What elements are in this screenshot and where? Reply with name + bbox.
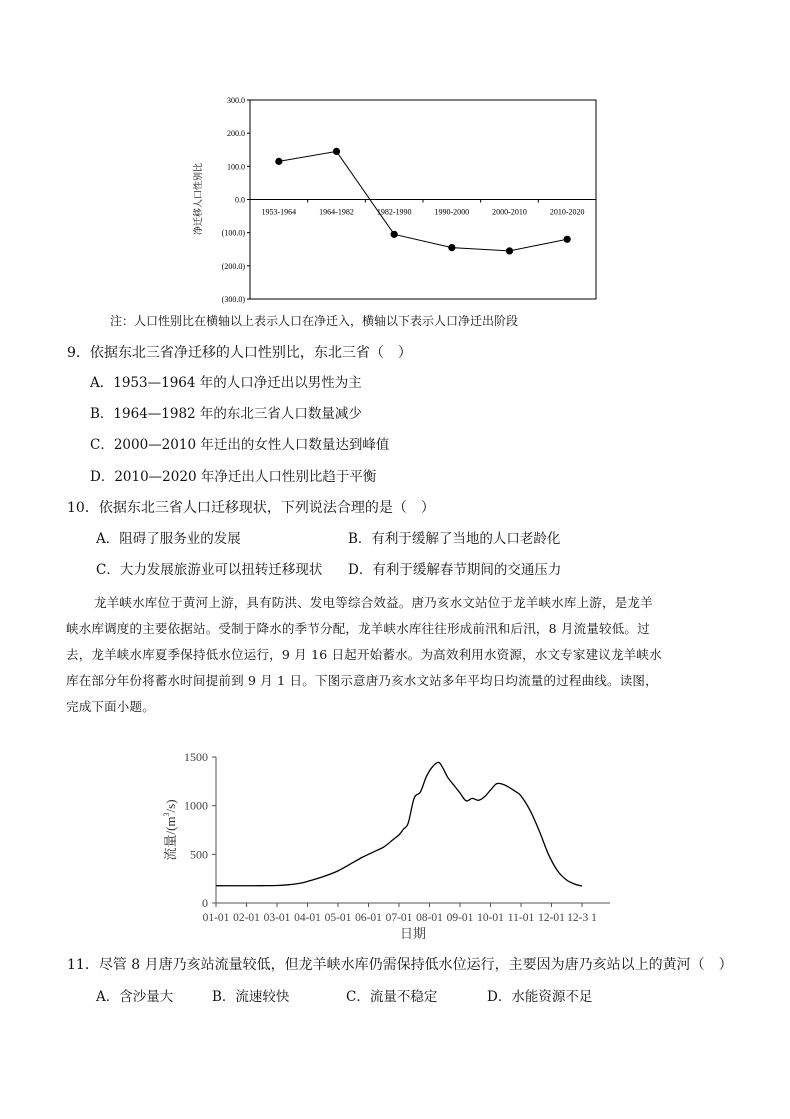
passage-line: 库在部分年份将蓄水时间提前到 9 月 1 日。下图示意唐乃亥水文站多年平均日均流量的过程曲线。读图，: [66, 673, 658, 688]
chart1-note: 注：人口性别比在横轴以上表示人口在净迁入，横轴以下表示人口净迁出阶段: [110, 314, 519, 328]
chart1-data-point: [391, 231, 398, 238]
question-10-option-d: D．有利于缓解春节期间的交通压力: [348, 562, 562, 578]
passage-line: 去，龙羊峡水库夏季保持低水位运行，9 月 16 日起开始蓄水。为高效利用水资源，水文专家建议龙羊峡水: [66, 647, 662, 662]
chart2-y-tick-label: 1000: [184, 798, 208, 813]
chart2-x-tick-label: 05-01: [324, 912, 352, 924]
chart1-data-point: [275, 158, 282, 165]
question-11-option-c: C．流量不稳定: [346, 989, 438, 1005]
chart2-series-line: [216, 762, 582, 886]
chart1-data-point: [564, 236, 571, 243]
chart1-y-tick-label: 300.0: [227, 96, 245, 105]
question-11-stem: 11．尽管 8 月唐乃亥站流量较低，但龙羊峡水库仍需保持低水位运行，主要因为唐乃亥站以上的黄河（ ）: [67, 957, 733, 973]
chart1-x-tick-label: 2000-2010: [492, 207, 527, 217]
chart1-x-tick-label: 1953-1964: [261, 207, 297, 217]
question-9-option-a: A．1953—1964 年的人口净迁出以男性为主: [90, 375, 362, 391]
chart2-x-tick-label: 04-01: [294, 912, 321, 924]
chart2-x-tick-label: 12-01: [538, 912, 565, 924]
question-9-option-b: B．1964—1982 年的东北三省人口数量减少: [90, 406, 362, 422]
chart2-x-tick-label: 07-01: [385, 912, 413, 924]
chart1-x-tick-label: 1990-2000: [434, 207, 470, 217]
chart2-y-axis-label: 流量$/(m^3/s)$: [161, 799, 178, 861]
question-10-stem: 10．依据东北三省人口迁移现状，下列说法合理的是（ ）: [67, 500, 435, 516]
chart1-y-tick-label: 200.0: [227, 129, 245, 139]
question-9-option-d: D．2010—2020 年净迁出人口性别比趋于平衡: [90, 469, 377, 485]
chart1-x-tick-label: 1964-1982: [319, 207, 354, 217]
chart1-y-tick-label: (100.0): [221, 228, 245, 238]
passage-line: 完成下面小题。: [66, 699, 155, 714]
chart2-x-tick-label: 11-01: [507, 912, 535, 924]
chart2-x-axis-label: 日期: [399, 926, 427, 941]
chart2-x-tick-label: 08-01: [416, 912, 443, 924]
chart1-x-tick-label: 2010-2020: [549, 207, 585, 217]
chart2-x-tick-label: 03-01: [263, 912, 291, 924]
question-10-option-c: C．大力发展旅游业可以扭转迁移现状: [96, 562, 323, 578]
chart1-y-tick-label: 100.0: [227, 162, 245, 172]
chart2-y-tick-label: 1500: [184, 750, 208, 764]
chart2-x-tick-label: 02-01: [233, 912, 260, 924]
chart1-y-axis-label: 净迁移人口性别比: [193, 162, 204, 236]
chart1-y-tick-label: 0.0: [235, 195, 245, 205]
sex-ratio-chart: [185, 92, 605, 307]
chart1-y-tick-label: (200.0): [221, 261, 245, 271]
discharge-chart: [150, 745, 650, 945]
question-10-option-a: A．阻碍了服务业的发展: [96, 531, 241, 547]
chart1-y-tick-label: (300.0): [221, 295, 245, 304]
question-9-option-c: C．2000—2010 年迁出的女性人口数量达到峰值: [90, 437, 390, 453]
question-9-stem: 9．依据东北三省净迁移的人口性别比，东北三省（ ）: [67, 345, 412, 361]
chart2-y-tick-label: 500: [190, 847, 208, 862]
passage-line: 龙羊峡水库位于黄河上游，具有防洪、发电等综合效益。唐乃亥水文站位于龙羊峡水库上游，是龙羊: [94, 595, 653, 610]
question-10-option-b: B．有利于缓解了当地的人口老龄化: [348, 531, 561, 547]
chart1-data-point: [333, 148, 340, 155]
passage: [66, 590, 744, 720]
passage-line: 峡水库调度的主要依据站。受制于降水的季节分配，龙羊峡水库往往形成前汛和后汛，8 月流量较低。过: [66, 621, 650, 636]
question-11-option-a: A．含沙量大: [96, 989, 174, 1005]
chart2-x-tick-label: 06-01: [355, 912, 382, 924]
chart2-y-tick-label: 0: [202, 896, 208, 910]
chart2-x-tick-label: 01-01: [202, 912, 230, 924]
chart2-x-tick-label: 10-01: [477, 912, 504, 924]
chart1-data-point: [506, 247, 513, 254]
chart2-x-tick-label: 12-3 1: [567, 912, 597, 924]
question-11-option-b: B．流速较快: [212, 989, 290, 1005]
chart1-x-tick-label: 1982-1990: [376, 207, 412, 217]
chart2-x-tick-label: 09-01: [446, 912, 474, 924]
question-11-option-d: D．水能资源不足: [487, 989, 593, 1005]
chart1-data-point: [448, 244, 455, 251]
